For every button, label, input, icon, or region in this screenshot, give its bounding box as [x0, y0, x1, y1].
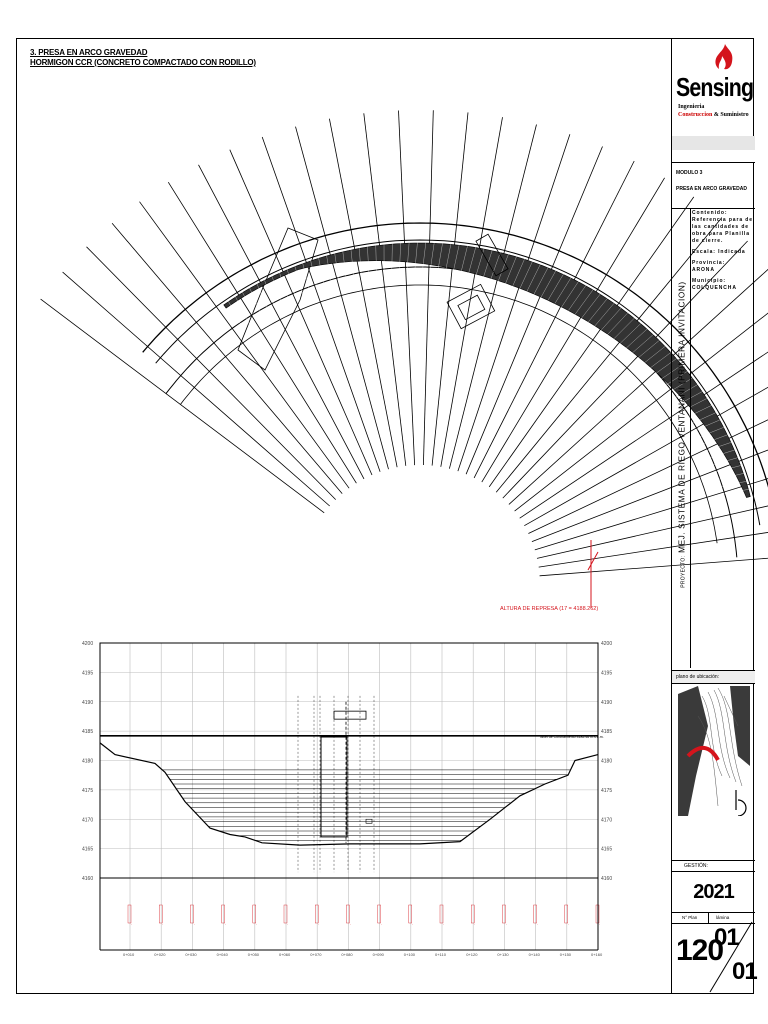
- elevation-tick-label: 4195: [601, 670, 613, 677]
- svg-text:.: .: [564, 923, 570, 925]
- svg-text:.: .: [284, 923, 289, 925]
- escala: Escala: Indicada: [692, 249, 746, 255]
- elevation-tick-label: 4170: [601, 817, 613, 824]
- svg-text:.: .: [128, 923, 133, 925]
- elevation-tick-label: 4165: [601, 846, 613, 853]
- svg-text:.: .: [377, 923, 383, 925]
- station-tick-label: 0+150: [559, 952, 572, 957]
- station-tick-label: 0+140: [528, 952, 540, 957]
- svg-text:.: .: [159, 923, 165, 925]
- gray-band-1: [672, 136, 755, 151]
- location-header: plano de ubicación:: [672, 670, 755, 684]
- station-tick-label: 0+110: [435, 952, 446, 957]
- svg-text:.: .: [471, 923, 477, 925]
- station-tick-label: 0+060: [279, 952, 291, 957]
- elevation-tick-label: 4175: [601, 787, 613, 794]
- svg-text:.: .: [190, 923, 196, 925]
- station-tick-label: 0+010: [123, 952, 135, 957]
- total-sheets: 01: [732, 958, 757, 985]
- module-name: PRESA EN ARCO GRAVEDAD: [676, 186, 747, 192]
- station-tick-label: 0+120: [466, 952, 478, 957]
- station-tick-label: 0+050: [247, 952, 260, 957]
- svg-text:.: .: [440, 923, 445, 925]
- elevation-tick-label: 4180: [82, 758, 94, 765]
- municipio-label: Municipio:: [692, 278, 726, 284]
- sheet-number: 01: [714, 924, 739, 951]
- gestion-header: GESTIÓN:: [672, 860, 755, 872]
- station-tick-label: 0+040: [216, 952, 228, 957]
- svg-text:.: .: [252, 923, 258, 925]
- station-tick-label: 0+130: [497, 952, 509, 957]
- station-tick-label: 0+090: [372, 952, 384, 957]
- svg-text:.: .: [533, 923, 539, 925]
- station-tick-label: 0+100: [403, 952, 416, 957]
- crest-level-note: Nivel de Coronamiento 4185.46 m.s.n.m.: [540, 735, 604, 739]
- year: 2021: [693, 881, 734, 903]
- station-tick-label: 0+070: [310, 952, 322, 957]
- logo-subtitle-1: Ingenieria: [678, 104, 705, 110]
- sheet-number-header: N° Plan lámina: [672, 912, 755, 924]
- contenido-block: [692, 208, 754, 292]
- ground-profile: [100, 743, 598, 845]
- company-logo: [672, 38, 755, 137]
- svg-text:.: .: [315, 923, 321, 925]
- svg-text:.: .: [408, 923, 414, 925]
- elevation-tick-label: 4190: [82, 699, 94, 706]
- svg-text:.: .: [596, 923, 601, 925]
- elevation-tick-label: 4160: [82, 876, 94, 882]
- elevation-tick-label: 4165: [82, 846, 94, 853]
- elevation-tick-label: 4185: [82, 729, 94, 736]
- elevation-tick-label: 4185: [601, 729, 613, 736]
- project-strip: [672, 208, 691, 668]
- elevation-tick-label: 4160: [601, 876, 613, 882]
- logo-subtitle-2: Construccion & Suministro: [678, 112, 749, 118]
- provincia-value: ARONA: [692, 267, 715, 273]
- plan-number: 120: [676, 934, 724, 967]
- station-tick-label: 0+020: [154, 952, 166, 957]
- logo-word: Sensing: [676, 72, 754, 102]
- svg-text:.: .: [502, 923, 508, 925]
- elevation-tick-label: 4180: [601, 758, 613, 765]
- station-tick-label: 0+160: [591, 952, 603, 957]
- svg-text:.: .: [221, 923, 227, 925]
- project-name: PROYECTO: MEJ. SISTEMA DE RIEGO VENTANANI (PRIMERA INVITACION): [677, 281, 687, 588]
- module-number: MODULO 3: [676, 170, 703, 176]
- elevation-tick-label: 4195: [82, 670, 94, 677]
- module-info: [672, 162, 755, 209]
- municipio-value: COLQUENCHA: [692, 285, 737, 291]
- elevation-tick-label: 4200: [82, 641, 94, 647]
- contenido-text: Referencia para de las cantidades de obra para Planilla de cierre.: [692, 217, 753, 244]
- title-block: [671, 38, 757, 994]
- elevation-tick-label: 4175: [82, 787, 94, 794]
- provincia-label: Provincia:: [692, 260, 726, 266]
- plan-title-line1: 3. PRESA EN ARCO GRAVEDAD: [30, 48, 148, 57]
- elevation-tick-label: 4190: [601, 699, 613, 706]
- station-tick-label: 0+080: [341, 952, 353, 957]
- station-tick-label: 0+030: [185, 952, 197, 957]
- elevation-tick-label: 4200: [601, 641, 613, 647]
- svg-text:.: .: [346, 923, 352, 925]
- location-map: [678, 686, 750, 816]
- dam-height-note: ALTURA DE REPRESA (17 = 4188.262): [500, 606, 599, 612]
- contenido-label: Contenido:: [692, 210, 728, 216]
- elevation-tick-label: 4170: [82, 817, 94, 824]
- plan-title-line2: HORMIGON CCR (CONCRETO COMPACTADO CON RODILLO): [30, 58, 256, 67]
